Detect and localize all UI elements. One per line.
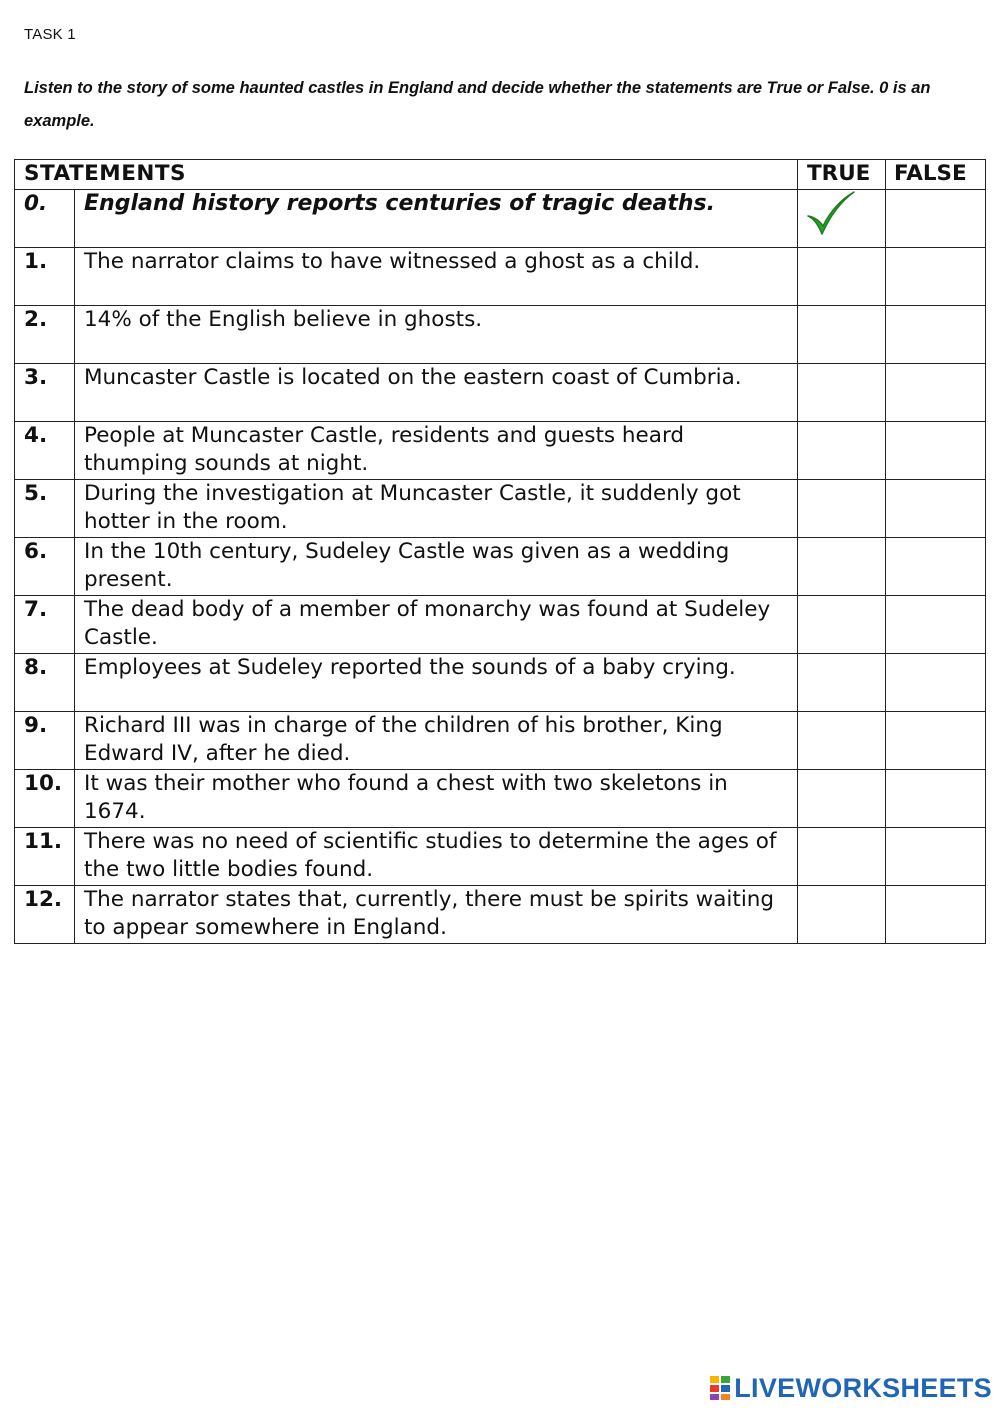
row-number: 5. bbox=[15, 480, 75, 538]
row-number: 10. bbox=[15, 770, 75, 828]
row-number: 6. bbox=[15, 538, 75, 596]
false-cell[interactable] bbox=[886, 248, 986, 306]
false-cell[interactable] bbox=[886, 480, 986, 538]
statement-row bbox=[15, 596, 986, 654]
statement-row bbox=[15, 480, 986, 538]
false-cell[interactable] bbox=[886, 886, 986, 944]
statement-text: In the 10th century, Sudeley Castle was given as a wedding present. bbox=[75, 538, 798, 596]
false-cell[interactable] bbox=[886, 596, 986, 654]
statement-text: England history reports centuries of tragic deaths. bbox=[75, 190, 798, 248]
statement-text: It was their mother who found a chest with two skeletons in 1674. bbox=[75, 770, 798, 828]
row-number: 1. bbox=[15, 248, 75, 306]
false-cell[interactable] bbox=[886, 306, 986, 364]
statement-text: The narrator states that, currently, there must be spirits waiting to appear somewhere in England. bbox=[75, 886, 798, 944]
statement-text: 14% of the English believe in ghosts. bbox=[75, 306, 798, 364]
false-cell bbox=[886, 190, 986, 248]
true-cell[interactable] bbox=[798, 306, 886, 364]
false-cell[interactable] bbox=[886, 538, 986, 596]
statement-row bbox=[15, 654, 986, 712]
statement-row bbox=[15, 886, 986, 944]
true-cell[interactable] bbox=[798, 828, 886, 886]
true-cell[interactable] bbox=[798, 538, 886, 596]
header-false: FALSE bbox=[886, 160, 986, 190]
false-cell[interactable] bbox=[886, 422, 986, 480]
statement-text: The dead body of a member of monarchy was found at Sudeley Castle. bbox=[75, 596, 798, 654]
instructions: Listen to the story of some haunted castles in England and decide whether the statements are True or False. 0 is an example. bbox=[24, 79, 931, 130]
row-number: 12. bbox=[15, 886, 75, 944]
true-cell[interactable] bbox=[798, 248, 886, 306]
brand-name: LIVEWORKSHEETS bbox=[734, 1372, 992, 1403]
row-number: 8. bbox=[15, 654, 75, 712]
false-cell[interactable] bbox=[886, 712, 986, 770]
true-cell[interactable] bbox=[798, 886, 886, 944]
true-cell[interactable] bbox=[798, 596, 886, 654]
table-header-row bbox=[15, 160, 986, 190]
task-label: TASK 1 bbox=[24, 26, 76, 43]
header-statements: STATEMENTS bbox=[15, 160, 798, 190]
statement-row bbox=[15, 770, 986, 828]
row-number: 9. bbox=[15, 712, 75, 770]
row-number: 2. bbox=[15, 306, 75, 364]
statement-row bbox=[15, 828, 986, 886]
statement-text: Muncaster Castle is located on the eastern coast of Cumbria. bbox=[75, 364, 798, 422]
true-cell[interactable] bbox=[798, 770, 886, 828]
checkmark-icon bbox=[806, 190, 856, 238]
statement-text: There was no need of scientific studies to determine the ages of the two little bodies found. bbox=[75, 828, 798, 886]
statement-row bbox=[15, 538, 986, 596]
statement-row bbox=[15, 712, 986, 770]
statement-text: The narrator claims to have witnessed a ghost as a child. bbox=[75, 248, 798, 306]
statement-text: During the investigation at Muncaster Castle, it suddenly got hotter in the room. bbox=[75, 480, 798, 538]
true-cell[interactable] bbox=[798, 712, 886, 770]
header-true: TRUE bbox=[798, 160, 886, 190]
liveworksheets-logo bbox=[709, 1373, 992, 1403]
false-cell[interactable] bbox=[886, 828, 986, 886]
true-cell[interactable] bbox=[798, 654, 886, 712]
true-cell bbox=[798, 190, 886, 248]
false-cell[interactable] bbox=[886, 654, 986, 712]
example-row bbox=[15, 190, 986, 248]
row-number: 0. bbox=[15, 190, 75, 248]
row-number: 3. bbox=[15, 364, 75, 422]
row-number: 11. bbox=[15, 828, 75, 886]
true-cell[interactable] bbox=[798, 422, 886, 480]
row-number: 4. bbox=[15, 422, 75, 480]
row-number: 7. bbox=[15, 596, 75, 654]
true-cell[interactable] bbox=[798, 364, 886, 422]
statement-row bbox=[15, 306, 986, 364]
false-cell[interactable] bbox=[886, 364, 986, 422]
false-cell[interactable] bbox=[886, 770, 986, 828]
statement-row bbox=[15, 364, 986, 422]
statement-text: Richard III was in charge of the children of his brother, King Edward IV, after he died. bbox=[75, 712, 798, 770]
statement-text: People at Muncaster Castle, residents and guests heard thumping sounds at night. bbox=[75, 422, 798, 480]
statement-row bbox=[15, 422, 986, 480]
true-false-table bbox=[14, 159, 986, 944]
statement-text: Employees at Sudeley reported the sounds of a baby crying. bbox=[75, 654, 798, 712]
liveworksheets-logo-icon bbox=[709, 1375, 731, 1401]
statement-row bbox=[15, 248, 986, 306]
true-cell[interactable] bbox=[798, 480, 886, 538]
